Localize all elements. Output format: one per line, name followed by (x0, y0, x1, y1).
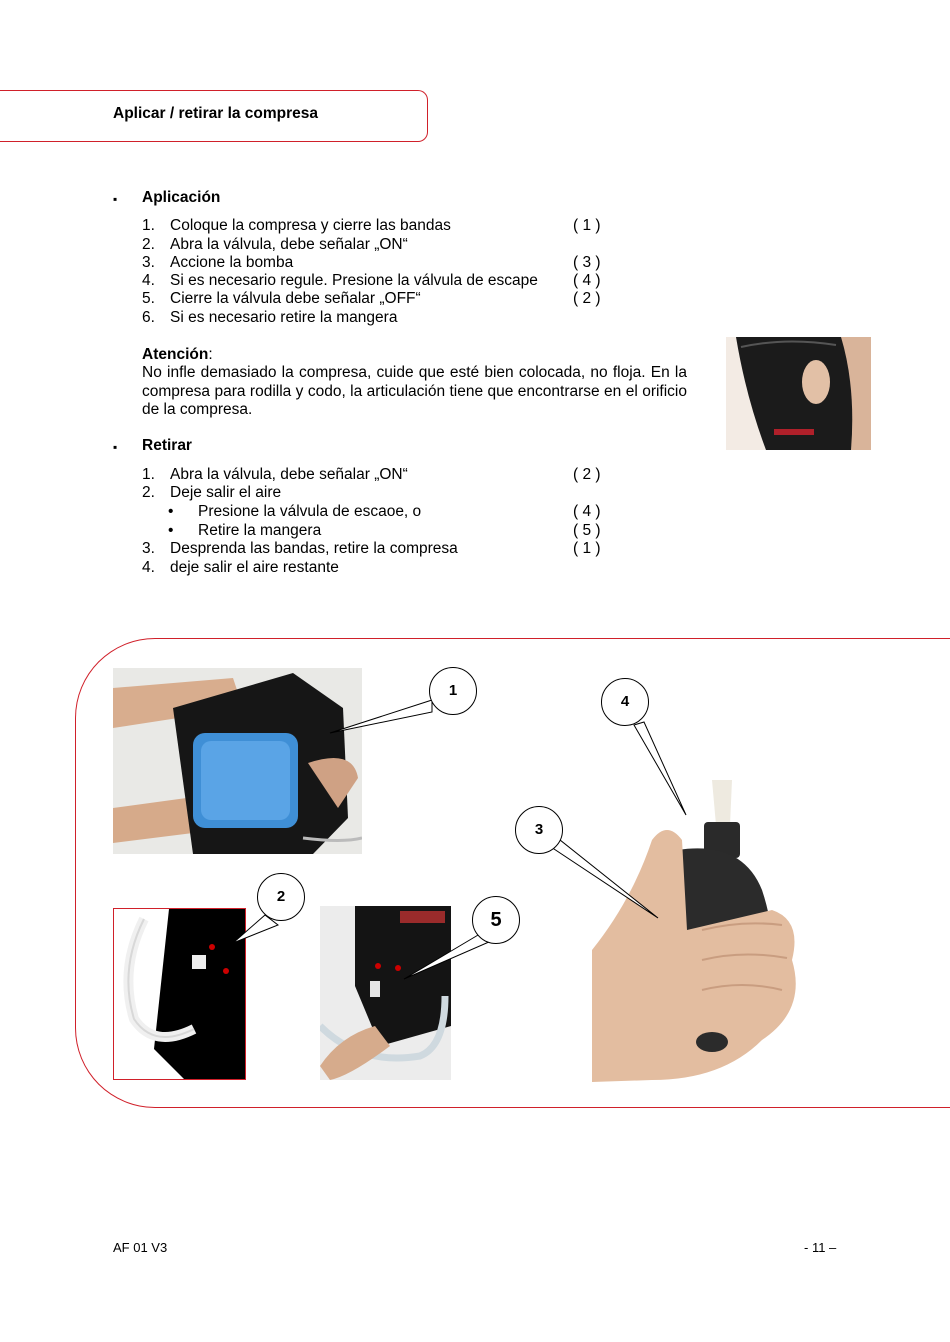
retirar-step: 4. deje salir el aire restante (142, 559, 339, 576)
callout-2: 2 (257, 873, 305, 921)
aplicacion-step: 3. Accione la bomba ( 3 ) (142, 254, 601, 271)
bullet-retirar: ▪ (113, 440, 118, 454)
heading-retirar: Retirar (142, 437, 192, 454)
callout-1: 1 (429, 667, 477, 715)
retirar-sub-step: • Presione la válvula de escaoe, o ( 4 ) (168, 503, 601, 520)
heading-aplicacion: Aplicación (142, 189, 221, 206)
aplicacion-step: 5. Cierre la válvula debe señalar „OFF“ ( 2 ) (142, 290, 601, 307)
aplicacion-step: 1. Coloque la compresa y cierre las bandas ( 1 ) (142, 217, 601, 234)
atencion-heading: Atención: (142, 346, 213, 363)
retirar-step: 3. Desprenda las bandas, retire la compresa ( 1 ) (142, 540, 601, 557)
callout-4: 4 (601, 678, 649, 726)
atencion-text: No infle demasiado la compresa, cuide que esté bien colocada, no floja. En la compresa para rodilla y codo, la articulación tiene que encontrarse en el orificio de la compresa. (142, 364, 687, 418)
aplicacion-step: 4. Si es necesario regule. Presione la válvula de escape ( 4 ) (142, 272, 601, 289)
aplicacion-step: 2. Abra la válvula, debe señalar „ON“ (142, 236, 408, 253)
aplicacion-step: 6. Si es necesario retire la mangera (142, 309, 398, 326)
bullet-aplicacion: ▪ (113, 192, 118, 206)
retirar-sub-step: • Retire la mangera ( 5 ) (168, 522, 601, 539)
callout-5: 5 (472, 896, 520, 944)
callout-3: 3 (515, 806, 563, 854)
retirar-step: 2. Deje salir el aire (142, 484, 282, 501)
retirar-step: 1. Abra la válvula, debe señalar „ON“ ( 2 ) (142, 466, 601, 483)
footer-doc-id: AF 01 V3 (113, 1240, 168, 1255)
page-title: Aplicar / retirar la compresa (113, 105, 319, 122)
footer-page-number: - 11 – (804, 1240, 837, 1255)
